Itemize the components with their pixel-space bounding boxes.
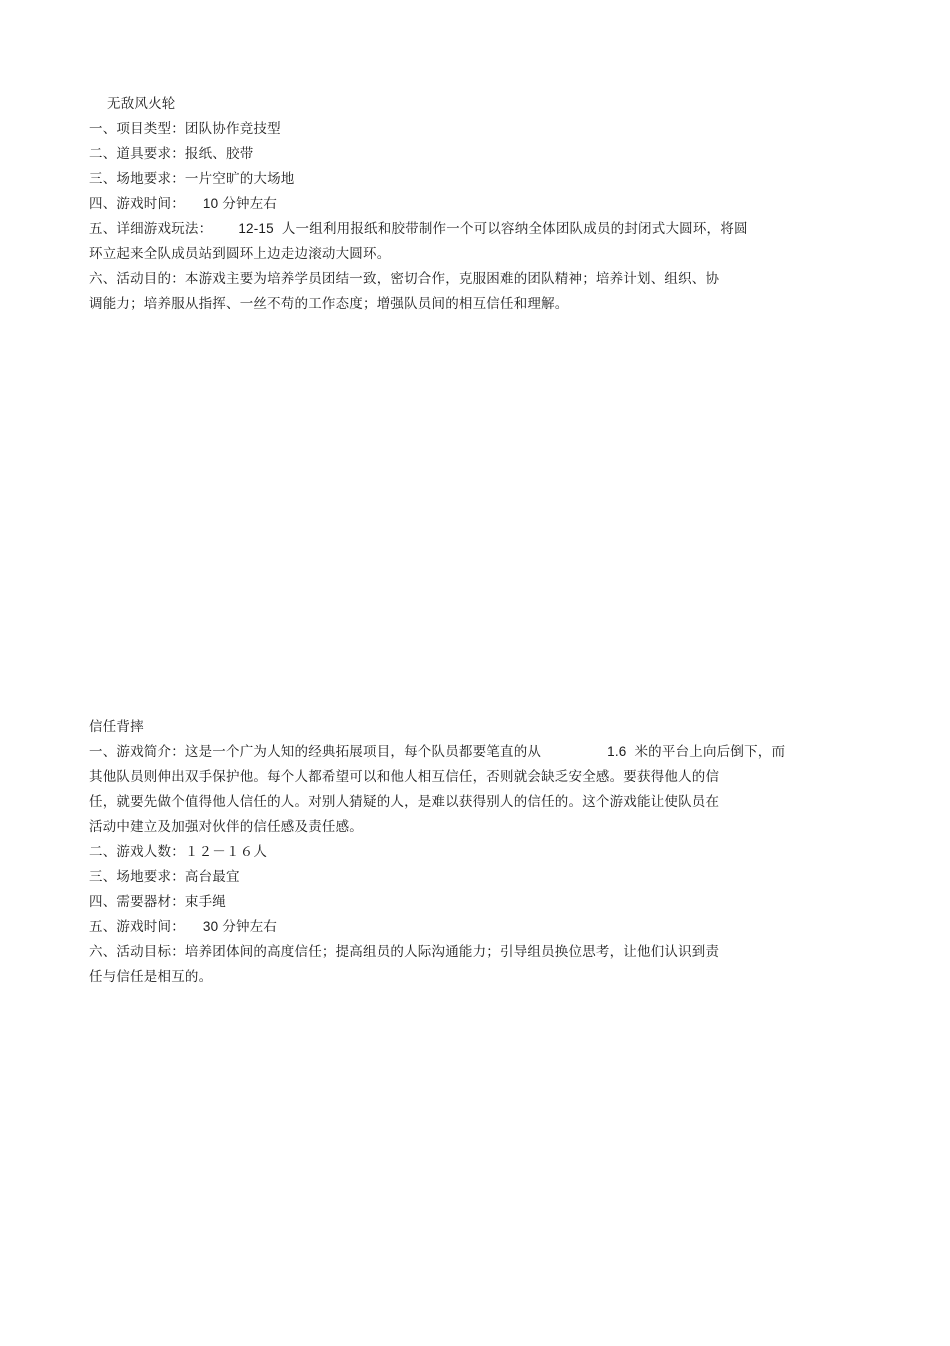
section1-line-rules-cont: 环立起来全队成员站到圆环上边走边滚动大圆环。 [89, 246, 391, 262]
section1-line-purpose-cont: 调能力；培养服从指挥、一丝不苟的工作态度；增强队员间的相互信任和理解。 [89, 296, 569, 312]
section1-title: 无敌风火轮 [107, 96, 176, 112]
section2-time-unit: 分钟左右 [222, 919, 278, 935]
section1-time-unit: 分钟左右 [222, 196, 278, 212]
section2-time-label: 五、游戏时间： [89, 919, 185, 935]
section1-rules-number: 12-15 [238, 221, 274, 236]
section1-line-purpose: 六、活动目的：本游戏主要为培养学员团结一致，密切合作，克服困难的团队精神；培养计划、组织、协 [89, 271, 720, 287]
section2-time-number: 30 [202, 919, 219, 934]
section2-intro-text-b: 米的平台上向后倒下，而 [634, 744, 786, 760]
section1-rules-text: 人一组利用报纸和胶带制作一个可以容纳全体团队成员的封闭式大圆环，将圆 [281, 221, 748, 237]
section2-line-goal-cont: 任与信任是相互的。 [89, 969, 213, 985]
section2-line-intro-2: 其他队员则伸出双手保护他。每个人都希望可以和他人相互信任，否则就会缺乏安全感。要获得他人的信 [89, 769, 720, 785]
section1-line-venue: 三、场地要求：一片空旷的大场地 [89, 171, 295, 187]
section2-line-intro-4: 活动中建立及加强对伙伴的信任感及责任感。 [89, 819, 363, 835]
section2-title: 信任背摔 [89, 719, 144, 735]
section1-line-type: 一、项目类型：团队协作竞技型 [89, 121, 281, 137]
section2-line-players: 二、游戏人数：１２－１６人 [89, 844, 268, 860]
section2-line-venue: 三、场地要求：高台最宜 [89, 869, 240, 885]
section1-line-time [89, 195, 277, 213]
section2-line-intro-3: 任，就要先做个值得他人信任的人。对别人猜疑的人，是难以获得别人的信任的。这个游戏能让使队员在 [89, 794, 720, 810]
section2-line-equipment: 四、需要器材：束手绳 [89, 894, 226, 910]
section2-line-goal: 六、活动目标：培养团体间的高度信任；提高组员的人际沟通能力；引导组员换位思考，让他们认识到责 [89, 944, 720, 960]
section1-line-rules [89, 220, 748, 238]
section1-rules-label: 五、详细游戏玩法： [89, 221, 213, 237]
section2-line-intro [89, 743, 785, 761]
section2-intro-text-a: 一、游戏简介：这是一个广为人知的经典拓展项目，每个队员都要笔直的从 [89, 744, 542, 760]
section1-time-label: 四、游戏时间： [89, 196, 185, 212]
section2-intro-number: 1.6 [607, 744, 627, 759]
section1-time-number: 10 [202, 196, 219, 211]
section1-line-props: 二、道具要求：报纸、胶带 [89, 146, 254, 162]
section2-line-time [89, 918, 277, 936]
